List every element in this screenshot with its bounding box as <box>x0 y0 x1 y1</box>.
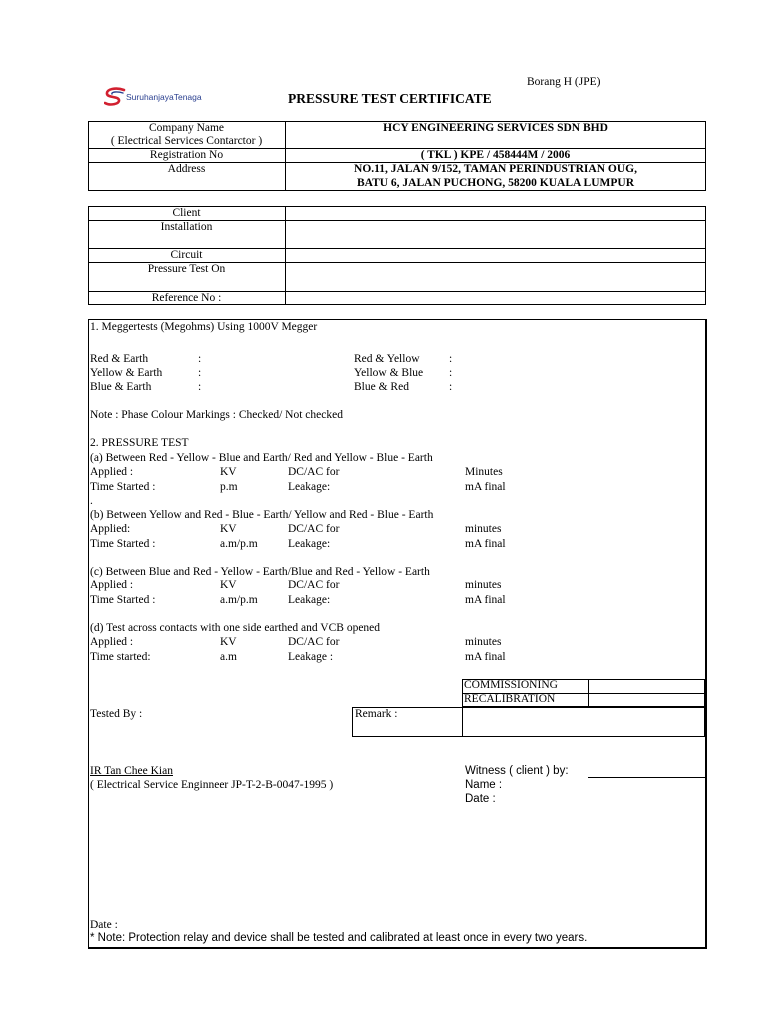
circuit-value-field[interactable] <box>287 249 704 261</box>
test-c-minutes-label: minutes <box>465 579 502 591</box>
blue-earth-colon: : <box>198 381 202 393</box>
footnote: * Note: Protection relay and device shall be tested and calibrated at least once in every two years. <box>90 932 588 944</box>
red-yellow-label: Red & Yellow <box>354 353 420 365</box>
installation-label: Installation <box>160 221 213 233</box>
circuit-label: Circuit <box>170 249 203 261</box>
test-b-time-label: Time Started : <box>90 538 156 550</box>
test-c-dcac-label: DC/AC for <box>288 579 340 591</box>
test-d-leakage-label: Leakage : <box>288 651 334 663</box>
test-d-ma-label: mA final <box>465 651 506 663</box>
page-title: PRESSURE TEST CERTIFICATE <box>288 91 492 106</box>
bottom-date-label: Date : <box>90 919 118 931</box>
recalibration-label: RECALIBRATION <box>464 693 556 705</box>
phase-colour-note: Note : Phase Colour Markings : Checked/ Not checked <box>90 409 343 421</box>
red-yellow-colon: : <box>449 353 453 365</box>
test-b-kv-label: KV <box>220 523 237 535</box>
test-d-applied-label: Applied : <box>90 636 134 648</box>
yellow-earth-colon: : <box>198 367 202 379</box>
company-name-label: Company Name <box>148 122 225 134</box>
address-label: Address <box>167 163 206 175</box>
reference-value-field[interactable] <box>287 292 704 304</box>
yellow-blue-label: Yellow & Blue <box>354 367 424 379</box>
company-name-value: HCY ENGINEERING SERVICES SDN BHD <box>383 122 608 134</box>
test-a-title: (a) Between Red - Yellow - Blue and Earth/ Red and Yellow - Blue - Earth <box>90 452 433 464</box>
pressure-test-on-label: Pressure Test On <box>147 263 226 275</box>
test-b-ma-label: mA final <box>465 538 506 550</box>
pressure-test-on-value-field[interactable] <box>287 263 704 290</box>
blue-red-label: Blue & Red <box>354 381 409 393</box>
form-code: Borang H (JPE) <box>527 76 601 88</box>
test-b-minutes-label: minutes <box>465 523 502 535</box>
registration-label: Registration No <box>149 149 224 161</box>
witness-date-label: Date : <box>465 793 496 805</box>
test-c-kv-label: KV <box>220 579 237 591</box>
remark-label: Remark : <box>355 708 398 720</box>
test-d-dcac-label: DC/AC for <box>288 636 340 648</box>
test-c-time-unit: a.m/p.m <box>220 594 258 606</box>
test-a-time-unit: p.m <box>220 481 238 493</box>
test-a-ma-label: mA final <box>465 481 506 493</box>
test-c-ma-label: mA final <box>465 594 506 606</box>
test-b-dcac-label: DC/AC for <box>288 523 340 535</box>
engineer-name: IR Tan Chee Kian <box>90 765 173 777</box>
test-a-applied-label: Applied : <box>90 466 134 478</box>
test-b-time-unit: a.m/p.m <box>220 538 258 550</box>
logo-swoosh-icon <box>104 87 126 107</box>
address-line-1: NO.11, JALAN 9/152, TAMAN PERINDUSTRIAN OUG, <box>354 163 637 175</box>
test-a-kv-label: KV <box>220 466 237 478</box>
commissioning-label: COMMISSIONING <box>464 679 558 691</box>
recalibration-checkbox[interactable] <box>590 694 704 706</box>
yellow-blue-colon: : <box>449 367 453 379</box>
company-name-sub-label: ( Electrical Services Contarctor ) <box>110 135 263 147</box>
test-b-title: (b) Between Yellow and Red - Blue - Earth/ Yellow and Red - Blue - Earth <box>90 509 434 521</box>
test-d-title: (d) Test across contacts with one side earthed and VCB opened <box>90 622 381 634</box>
tested-by-label: Tested By : <box>90 708 143 720</box>
test-b-leakage-label: Leakage: <box>288 538 331 550</box>
test-d-time-unit: a.m <box>220 651 237 663</box>
address-line-2: BATU 6, JALAN PUCHONG, 58200 KUALA LUMPUR <box>356 177 635 189</box>
remark-field[interactable] <box>464 709 704 736</box>
test-c-time-label: Time Started : <box>90 594 156 606</box>
client-label: Client <box>172 207 201 219</box>
stray-dot: . <box>90 495 93 507</box>
test-d-time-label: Time started: <box>90 651 151 663</box>
test-d-minutes-label: minutes <box>465 636 502 648</box>
witness-label: Witness ( client ) by: <box>465 765 569 777</box>
megger-heading: 1. Meggertests (Megohms) Using 1000V Megger <box>90 321 318 333</box>
client-value-field[interactable] <box>287 207 704 219</box>
test-a-minutes-label: Minutes <box>465 466 503 478</box>
installation-value-field[interactable] <box>287 221 704 247</box>
blue-earth-label: Blue & Earth <box>90 381 152 393</box>
suruhanjaya-tenaga-logo <box>104 86 234 108</box>
witness-name-label: Name : <box>465 779 503 791</box>
test-d-kv-label: KV <box>220 636 237 648</box>
test-a-dcac-label: DC/AC for <box>288 466 340 478</box>
commissioning-checkbox[interactable] <box>590 680 704 692</box>
test-c-applied-label: Applied : <box>90 579 134 591</box>
yellow-earth-label: Yellow & Earth <box>90 367 163 379</box>
reference-label: Reference No : <box>151 292 222 304</box>
engineer-title: ( Electrical Service Enginneer JP-T-2-B-0047-1995 ) <box>90 779 334 791</box>
pressure-test-heading: 2. PRESSURE TEST <box>90 437 189 449</box>
red-earth-colon: : <box>198 353 202 365</box>
test-c-leakage-label: Leakage: <box>288 594 331 606</box>
test-b-applied-label: Applied: <box>90 523 131 535</box>
test-a-leakage-label: Leakage: <box>288 481 331 493</box>
test-a-time-label: Time Started : <box>90 481 156 493</box>
test-c-title: (c) Between Blue and Red - Yellow - Earth/Blue and Red - Yellow - Earth <box>90 566 430 578</box>
logo-text: SuruhanjayaTenaga <box>126 92 202 102</box>
red-earth-label: Red & Earth <box>90 353 149 365</box>
witness-signature-line[interactable] <box>588 777 705 778</box>
registration-value: ( TKL ) KPE / 458444M / 2006 <box>420 149 571 161</box>
blue-red-colon: : <box>449 381 453 393</box>
